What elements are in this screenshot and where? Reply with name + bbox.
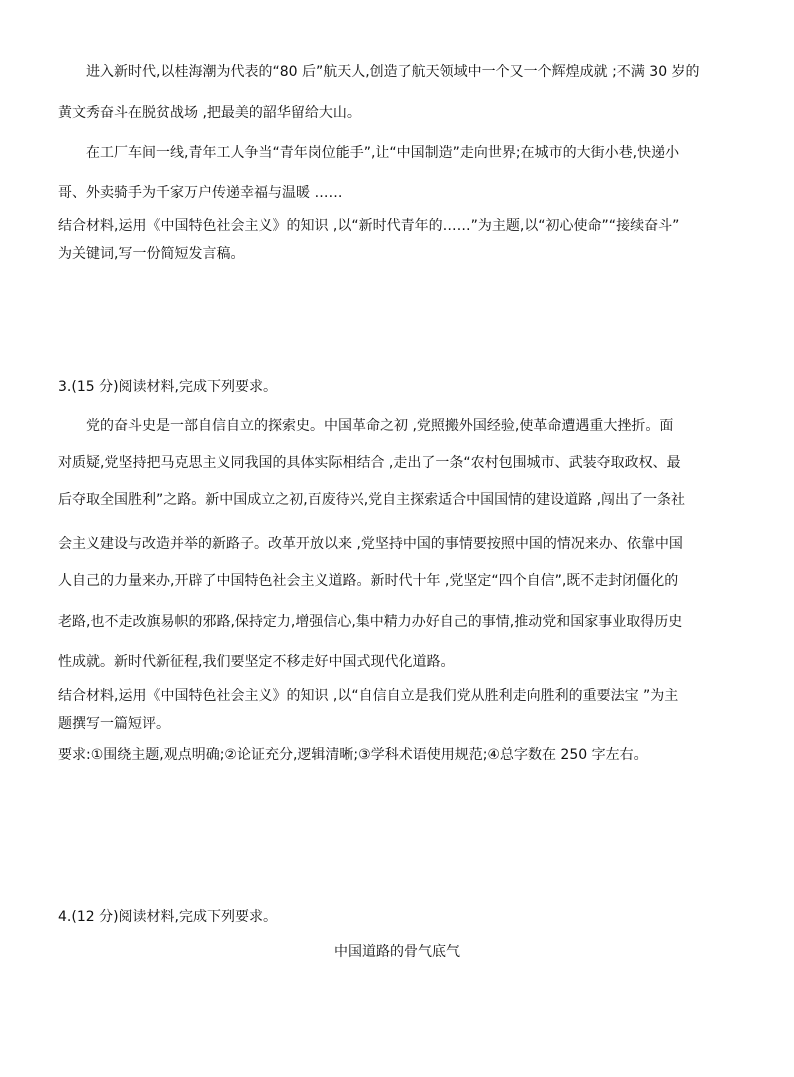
question-3-material-line: 老路,也不走改旗易帜的邪路,保持定力,增强信心,集中精力办好自己的事情,推动党和国家事业取得历史 [58,614,683,630]
question-2-requirement-line-1: 结合材料,运用《中国特色社会主义》的知识 ,以“新时代青年的……”为主题,以“初心使命”“接续奋斗” [58,218,680,234]
material-2-paragraph-2-line-2: 哥、外卖骑手为千家万户传递幸福与温暖 …… [58,185,343,201]
question-3-material-line: 党的奋斗史是一部自信自立的探索史。中国革命之初 ,党照搬外国经验,使革命遭遇重大挫折。面 [86,418,674,434]
material-2-paragraph-2-line-1: 在工厂车间一线,青年工人争当“青年岗位能手”,让“中国制造”走向世界;在城市的大街小巷,快递小 [86,145,680,161]
question-3-material-line: 人自己的力量来办,开辟了中国特色社会主义道路。新时代十年 ,党坚定“四个自信”,既不走封闭僵化的 [58,573,679,589]
question-3-heading: 3.(15 分)阅读材料,完成下列要求。 [58,379,277,395]
question-2-requirement-line-2: 为关键词,写一份简短发言稿。 [58,246,245,262]
question-3-material-line: 会主义建设与改造并举的新路子。改革开放以来 ,党坚持中国的事情要按照中国的情况来办、依靠中国 [58,536,683,552]
question-3-material-line: 后夺取全国胜利”之路。新中国成立之初,百废待兴,党自主探索适合中国国情的建设道路 ,闯出了一条社 [58,492,686,508]
question-3-requirement-line-1: 结合材料,运用《中国特色社会主义》的知识 ,以“自信自立是我们党从胜利走向胜利的重要法宝 ”为主 [58,688,679,704]
question-3-requirement-line-2: 题撰写一篇短评。 [58,716,170,732]
material-2-paragraph-1-line-2: 黄文秀奋斗在脱贫战场 ,把最美的韶华留给大山。 [58,105,361,121]
material-2-paragraph-1-line-1: 进入新时代,以桂海潮为代表的“80 后”航天人,创造了航天领域中一个又一个辉煌成就 ;不满 30 岁的 [86,64,700,80]
question-3-material-line: 性成就。新时代新征程,我们要坚定不移走好中国式现代化道路。 [58,654,455,670]
question-3-requirement-line-3: 要求:①围绕主题,观点明确;②论证充分,逻辑清晰;③学科术语使用规范;④总字数在 250 字左右。 [58,747,648,763]
question-3-material-line: 对质疑,党坚持把马克思主义同我国的具体实际相结合 ,走出了一条“农村包围城市、武装夺取政权、最 [58,455,681,471]
question-4-material-title: 中国道路的骨气底气 [334,944,460,960]
question-4-heading: 4.(12 分)阅读材料,完成下列要求。 [58,909,277,925]
